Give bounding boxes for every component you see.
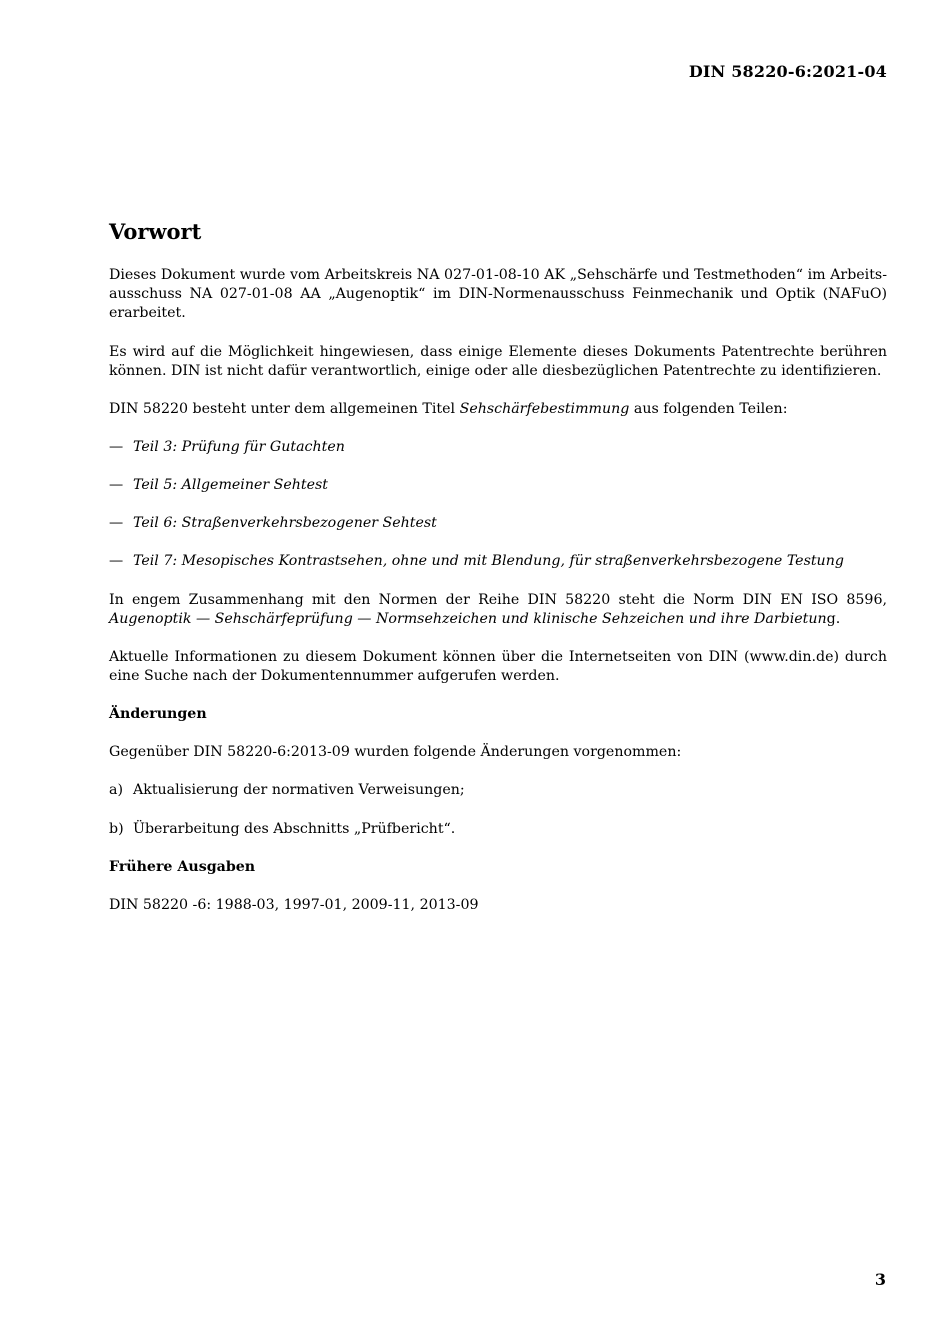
change-text: Aktualisierung der normativen Verweisungen; (133, 782, 465, 798)
paragraph-4-prefix: In engem Zusammenhang mit den Normen der Reihe DIN 58220 steht die Norm DIN EN ISO 8596, (109, 592, 887, 608)
document-id: DIN 58220-6:2021-04 (688, 62, 887, 81)
list-item (109, 514, 887, 533)
page-number: 3 (874, 1270, 886, 1289)
change-text: Überarbeitung des Abschnitts „Prüfbericht“. (133, 821, 456, 837)
list-dash: — (109, 515, 124, 531)
previous-editions-heading: Frühere Ausgaben (109, 859, 256, 875)
foreword-paragraph-3 (109, 400, 887, 419)
foreword-paragraph-5: Aktuelle Informationen zu diesem Dokument können über die Internetseiten von DIN (www.din.de) durch eine Suche nach der Dokumentennummer aufgerufen werden. (109, 649, 887, 684)
list-item (109, 476, 887, 495)
related-standard-title: Augenoptik — Sehschärfeprüfung — Normsehzeichen und klinische Sehzeichen und ihre Darbietun (109, 611, 827, 627)
list-item (109, 820, 887, 839)
list-marker: a) (109, 782, 123, 798)
part-title: Teil 5: Allgemeiner Sehtest (133, 477, 329, 493)
list-marker: b) (109, 821, 124, 837)
part-title: Teil 3: Prüfung für Gutachten (133, 439, 345, 455)
changes-intro: Gegenüber DIN 58220-6:2013-09 wurden folgende Änderungen vorgenommen: (109, 744, 682, 760)
changes-heading: Änderungen (109, 706, 207, 722)
paragraph-3-suffix: aus folgenden Teilen: (629, 401, 788, 417)
list-dash: — (109, 477, 124, 493)
list-item (109, 781, 887, 800)
part-title: Teil 6: Straßenverkehrsbezogener Sehtest (133, 515, 437, 531)
list-dash: — (109, 439, 124, 455)
paragraph-4-suffix: g. (826, 611, 841, 627)
foreword-paragraph-2: Es wird auf die Möglichkeit hingewiesen, dass einige Elemente dieses Dokuments Patentrechte berühren können. DIN ist nicht dafür verantwortlich, einige oder alle diesbezüglichen Patentrechte zu identifizieren. (109, 344, 887, 379)
list-item (109, 552, 887, 571)
series-title: Sehschärfebestimmung (459, 401, 630, 417)
paragraph-3-prefix: DIN 58220 besteht unter dem allgemeinen Titel (109, 401, 460, 417)
foreword-paragraph-4 (109, 591, 887, 629)
previous-editions-text: DIN 58220 -6: 1988-03, 1997-01, 2009-11, 2013-09 (109, 897, 479, 913)
page-title: Vorwort (109, 219, 202, 244)
list-dash: — (109, 553, 124, 569)
list-item (109, 438, 887, 457)
part-title: Teil 7: Mesopisches Kontrastsehen, ohne und mit Blendung, für straßenverkehrsbezogene Testung (133, 553, 844, 569)
foreword-paragraph-1: Dieses Dokument wurde vom Arbeitskreis NA 027-01-08-10 AK „Sehschärfe und Testmethoden“ im Arbeitsausschuss NA 027-01-08 AA „Augenoptik“ im DIN-Normenausschuss Feinmechanik und Optik (NAFuO) erarbeitet. (109, 267, 887, 321)
